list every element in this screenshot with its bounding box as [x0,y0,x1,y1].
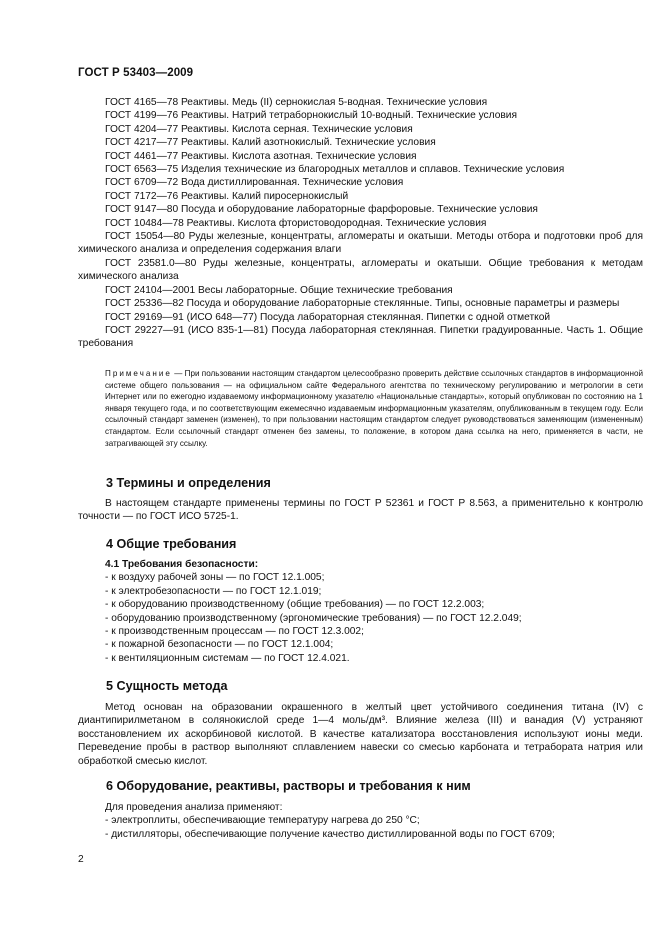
list-item: - к оборудованию производственному (общие требования) — по ГОСТ 12.2.003; [105,599,485,611]
reference-item: ГОСТ 7172—76 Реактивы. Калий пиросернокислый [105,190,349,202]
reference-item: ГОСТ 29169—91 (ИСО 648—77) Посуда лабораторная стеклянная. Пипетки с одной отметкой [105,311,551,323]
section-3-title: 3 Термины и определения [106,476,271,490]
document-header: ГОСТ Р 53403—2009 [78,67,194,79]
list-item: - к воздуху рабочей зоны — по ГОСТ 12.1.005; [105,572,325,584]
reference-item: ГОСТ 6563—75 Изделия технические из благородных металлов и сплавов. Технические условия [105,164,565,176]
section-6-list [78,801,643,841]
list-item: - оборудованию производственному (эргономические требования) — по ГОСТ 12.2.049; [105,612,522,624]
section-6-title: 6 Оборудование, реактивы, растворы и требования к ним [106,779,471,793]
reference-item: ГОСТ 23581.0—80 Руды железные, концентраты, агломераты и окатыши. Общие требования к методам химического анализа [78,257,643,283]
section-5-title: 5 Сущность метода [106,679,228,693]
note-label: Примечание [105,369,172,378]
reference-item: ГОСТ 10484—78 Реактивы. Кислота фтористоводородная. Технические условия [105,217,487,229]
section-3-text: В настоящем стандарте применены термины по ГОСТ Р 52361 и ГОСТ Р 8.563, а применительно к контролю точности — по ГОСТ ИСО 5725-1. [78,498,643,523]
list-item: - дистилляторы, обеспечивающие получение качество дистиллированной воды по ГОСТ 6709; [105,828,555,840]
reference-item: ГОСТ 24104—2001 Весы лабораторные. Общие технические требования [105,284,453,296]
reference-item: ГОСТ 15054—80 Руды железные, концентраты, агломераты и окатыши. Методы отбора и подготовки проб для химического анализа и определения содержания влаги [78,231,643,256]
page-number: 2 [78,854,84,865]
references-list [78,96,643,351]
note-text: — При пользовании настоящим стандартом целесообразно проверить действие ссылочных стандартов в информационной системе общего пользования — на официальном сайте Федерального агентства по техническому регулированию и метрологии в сети Интернет или по ежегодно издаваемому информационному указателю «Национальные стандарты», который опубликован по состоянию на 1 января текущего года, и по соответствующим ежемесячно издаваемым информационным указателям, опубликованным в текущем году. Если ссылочный стандарт заменен (изменен), то при пользовании настоящим стандартом следует руководствоваться заменяющим (измененным) стандартом. Если ссылочный стандарт отменен без замены, то положение, в котором дана ссылка на него, применяется в части, не затрагивающей эту ссылку. [105,369,644,448]
reference-item: ГОСТ 29227—91 (ИСО 835-1—81) Посуда лабораторная стеклянная. Пипетки градуированные. Часть 1. Общие требования [78,324,643,350]
list-item: - к пожарной безопасности — по ГОСТ 12.1.004; [105,639,334,651]
list-item: - электроплиты, обеспечивающие температуру нагрева до 250 °С; [105,815,420,827]
note-block [78,368,643,449]
reference-item: ГОСТ 9147—80 Посуда и оборудование лабораторные фарфоровые. Технические условия [105,204,538,216]
reference-item: ГОСТ 4217—77 Реактивы. Калий азотнокислый. Технические условия [105,137,436,149]
section-3-body [78,497,643,524]
reference-item: ГОСТ 25336—82 Посуда и оборудование лабораторные стеклянные. Типы, основные параметры и размеры [105,298,620,310]
list-item: - к производственным процессам — по ГОСТ 12.3.002; [105,626,364,638]
reference-item: ГОСТ 4165—78 Реактивы. Медь (II) сернокислая 5-водная. Технические условия [105,97,488,108]
section-5-text: Метод основан на образовании окрашенного в желтый цвет устойчивого соединения титана (IV) с диантипирилметаном в солянокислой среде 1—4 моль/дм³. Влияние железа (III) и ванадия (V) устраняют восстановлением их аскорбиновой кислотой. В качестве катализатора восстановления используют ионы меди. Переведение пробы в раствор выполняют сплавлением навески со смесью карбоната и тетрабората натрия или обработкой смесью кислот. [78,702,643,767]
reference-item: ГОСТ 4204—77 Реактивы. Кислота серная. Технические условия [105,123,413,135]
reference-item: ГОСТ 4199—76 Реактивы. Натрий тетраборнокислый 10-водный. Технические условия [105,110,517,122]
section-4-list [78,558,643,665]
reference-item: ГОСТ 6709—72 Вода дистиллированная. Технические условия [105,177,404,189]
section-4-subtitle: 4.1 Требования безопасности: [105,559,259,570]
section-5-body [78,701,643,768]
reference-item: ГОСТ 4461—77 Реактивы. Кислота азотная. Технические условия [105,150,417,162]
list-item: - к электробезопасности — по ГОСТ 12.1.019; [105,585,322,597]
section-4-title: 4 Общие требования [106,537,237,551]
list-item: - к вентиляционным системам — по ГОСТ 12.4.021. [105,652,350,664]
section-6-intro: Для проведения анализа применяют: [105,802,283,813]
